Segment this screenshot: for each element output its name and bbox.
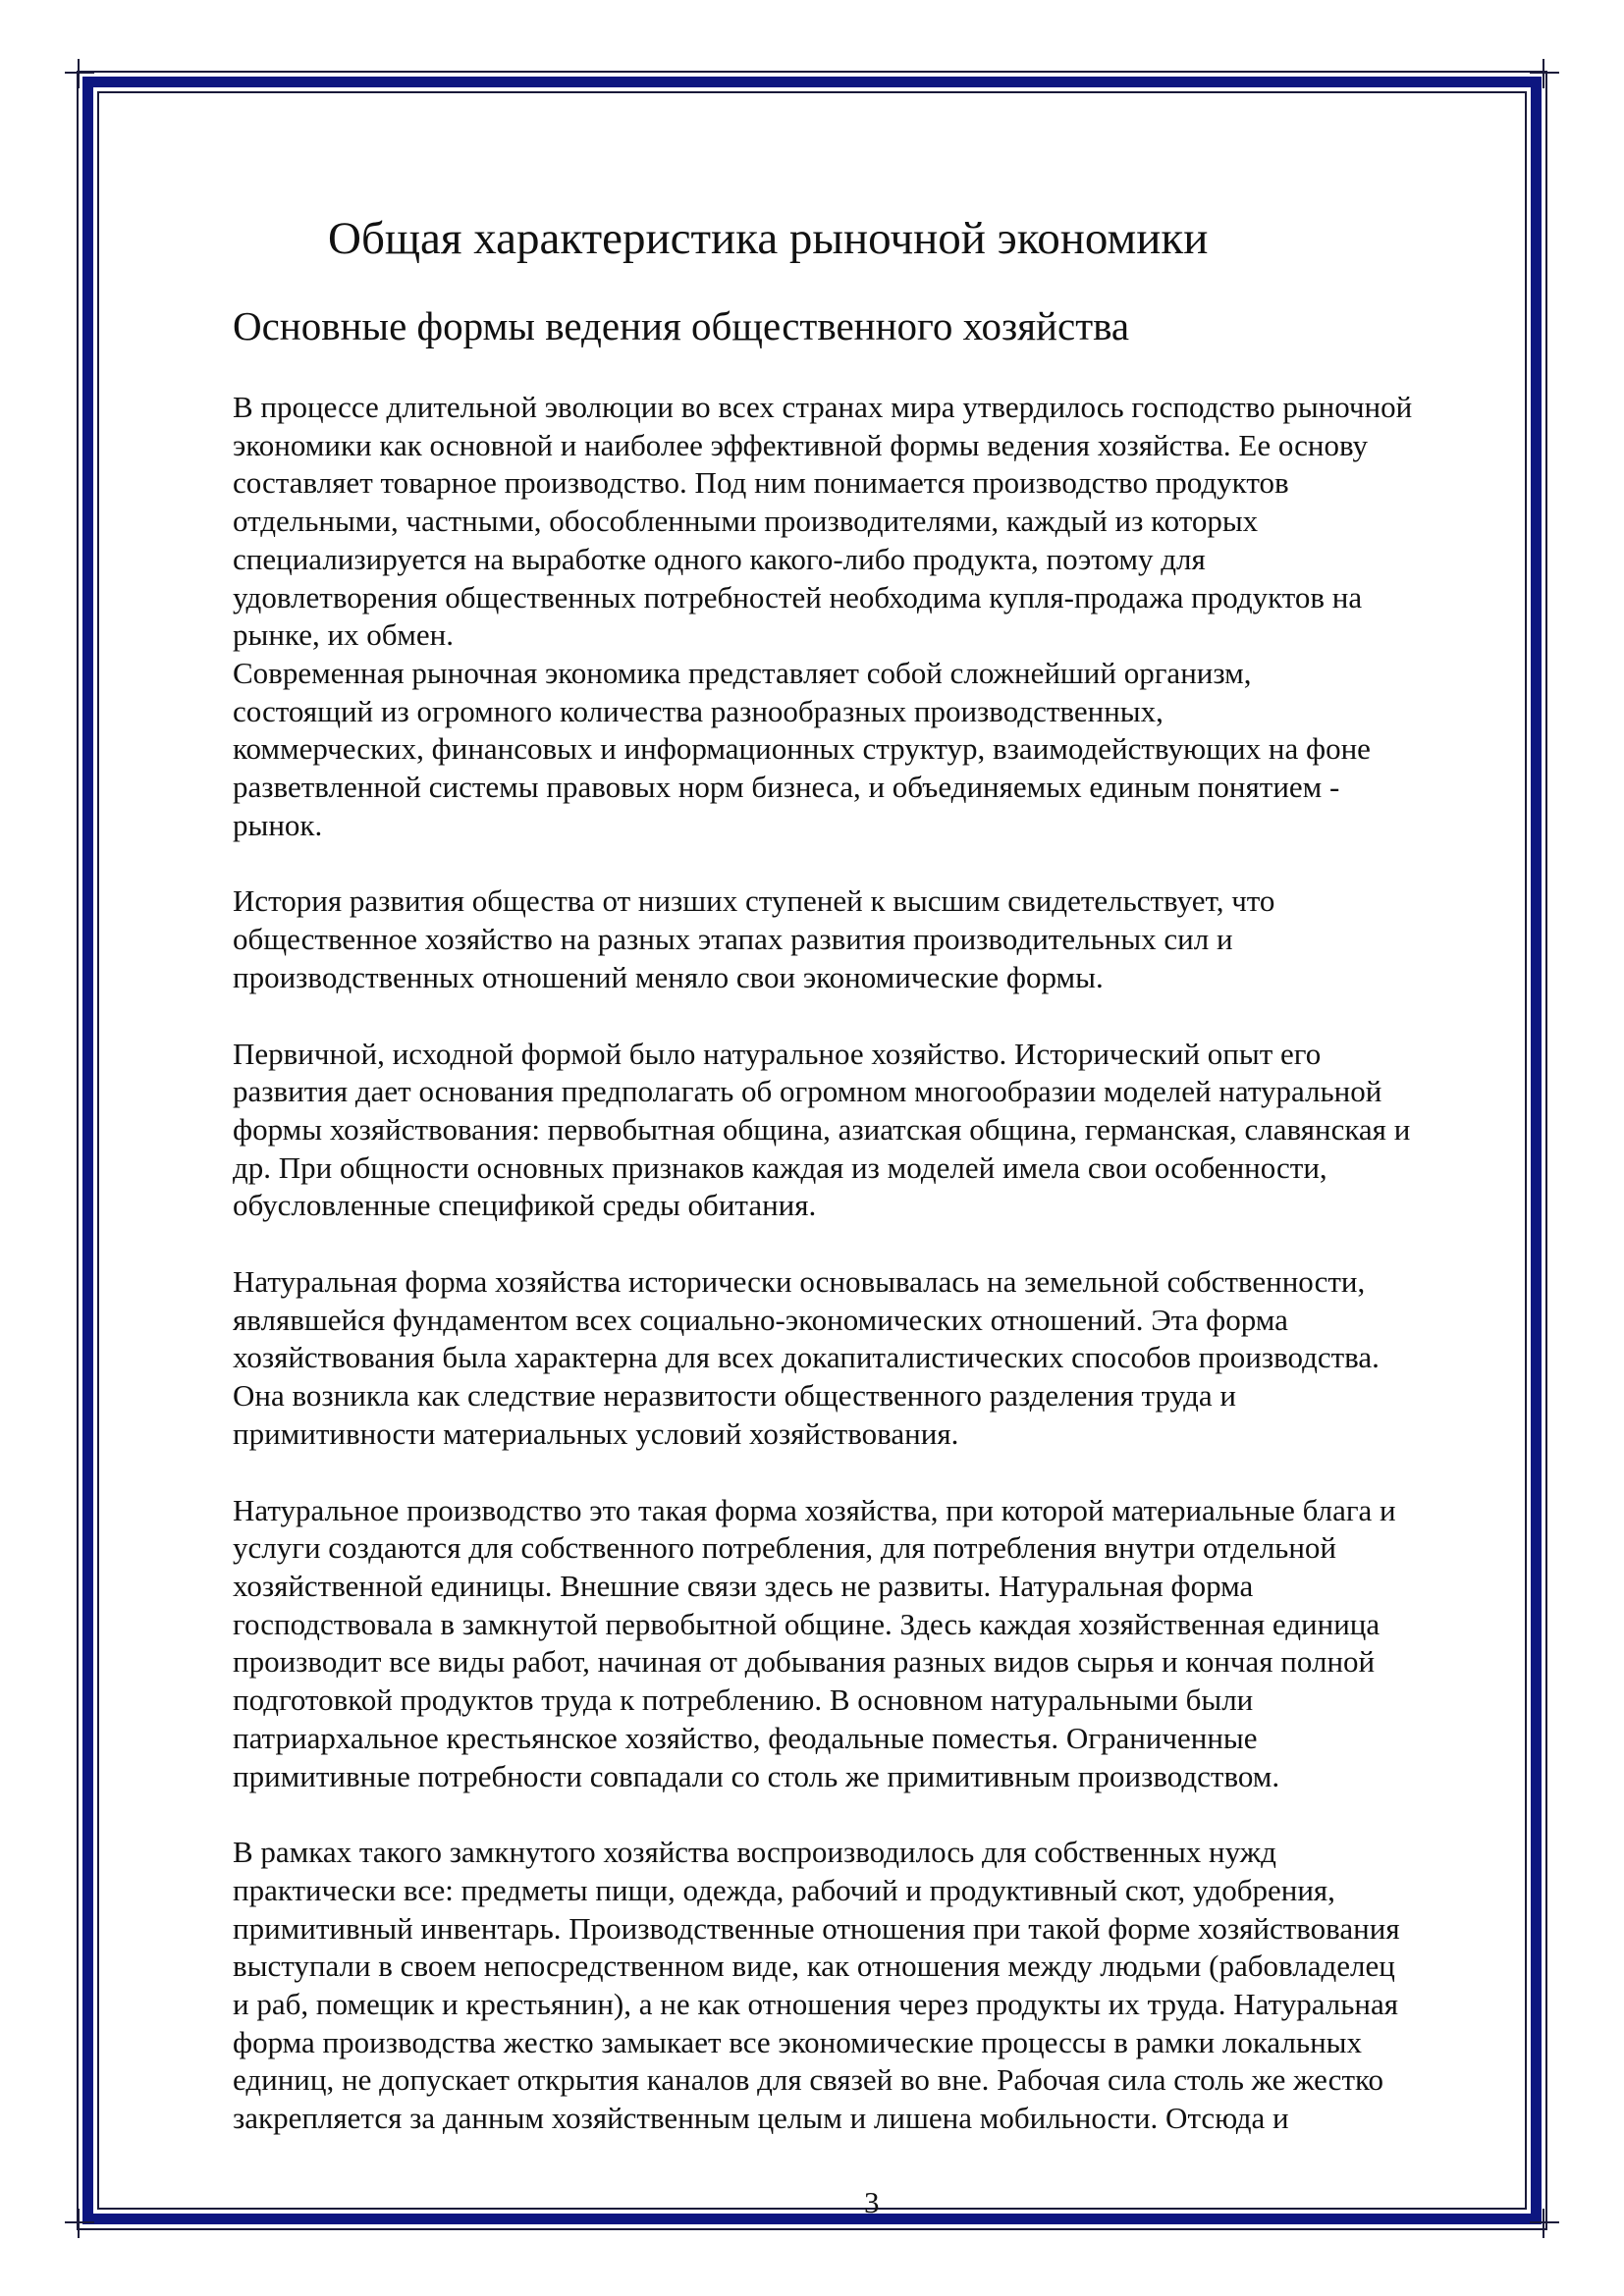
paragraph: В процессе длительной эволюции во всех странах мира утвердилось господство рыночной экономики как основной и наиболее эффективной формы ведения хозяйства. Ее основу составляет товарное производство. Под ним понимается производство продуктов отдельными, частными, обособленными производителями, каждый из которых специализируется на выработке одного какого-либо продукта, поэтому для удовлетворения общественных потребностей необходима купля-продажа продуктов на рынке, их обмен. <box>233 390 1413 653</box>
border-corner-ornament <box>1530 2209 1559 2238</box>
border-corner-ornament <box>65 2209 94 2238</box>
page-number: 3 <box>864 2185 880 2219</box>
section-heading: Основные формы ведения общественного хозяйства <box>233 303 1130 348</box>
paragraph: Современная рыночная экономика представляет собой сложнейший организм, состоящий из огромного количества разнообразных производственных, коммерческих, финансовых и информационных структур, взаимодействующих на фоне разветвленной системы правовых норм бизнеса, и объединяемых единым понятием - рынок. <box>233 655 1371 842</box>
paragraph: В рамках такого замкнутого хозяйства воспроизводилось для собственных нужд практически все: предметы пищи, одежда, рабочий и продуктивный скот, удобрения, примитивный инвентарь. Производственные отношения при такой форме хозяйствования выступали в своем непосредственном виде, как отношения между людьми (рабовладелец и раб, помещик и крестьянин), а не как отношения через продукты их труда. Натуральная форма производства жестко замыкает все экономические процессы в рамки локальных единиц, не допускает открытия каналов для связей во вне. Рабочая сила столь же жестко закрепляется за данным хозяйственным целым и лишена мобильности. Отсюда и <box>233 1835 1400 2136</box>
document-content <box>233 204 1529 2138</box>
document-title: Общая характеристика рыночной экономики <box>328 213 1209 264</box>
border-corner-ornament <box>1530 59 1559 88</box>
paragraph: Первичной, исходной формой было натуральное хозяйство. Исторический опыт его развития дает основания предполагать об огромном многообразии моделей натуральной формы хозяйствования: первобытная община, азиатская община, германская, славянская и др. При общности основных признаков каждая из моделей имела свои особенности, обусловленные спецификой среды обитания. <box>233 1036 1411 1223</box>
paragraph: История развития общества от низших ступеней к высшим свидетельствует, что общественное хозяйство на разных этапах развития производительных сил и производственных отношений меняло свои экономические формы. <box>233 883 1275 994</box>
document-body <box>233 389 1529 2138</box>
border-corner-ornament <box>65 59 94 88</box>
paragraph: Натуральное производство это такая форма хозяйства, при которой материальные блага и услуги создаются для собственного потребления, для потребления внутри отдельной хозяйственной единицы. Внешние связи здесь не развиты. Натуральная форма господствовала в замкнутой первобытной общине. Здесь каждая хозяйственная единица производит все виды работ, начиная от добывания разных видов сырья и кончая полной подготовкой продуктов труда к потреблению. В основном натуральными были патриархальное крестьянское хозяйство, феодальные поместья. Ограниченные примитивные потребности совпадали со столь же примитивным производством. <box>233 1492 1396 1793</box>
paragraph: Натуральная форма хозяйства исторически основывалась на земельной собственности, являвшейся фундаментом всех социально-экономических отношений. Эта форма хозяйствования была характерна для всех докапиталистических способов производства. Она возникла как следствие неразвитости общественного разделения труда и примитивности материальных условий хозяйствования. <box>233 1264 1380 1451</box>
